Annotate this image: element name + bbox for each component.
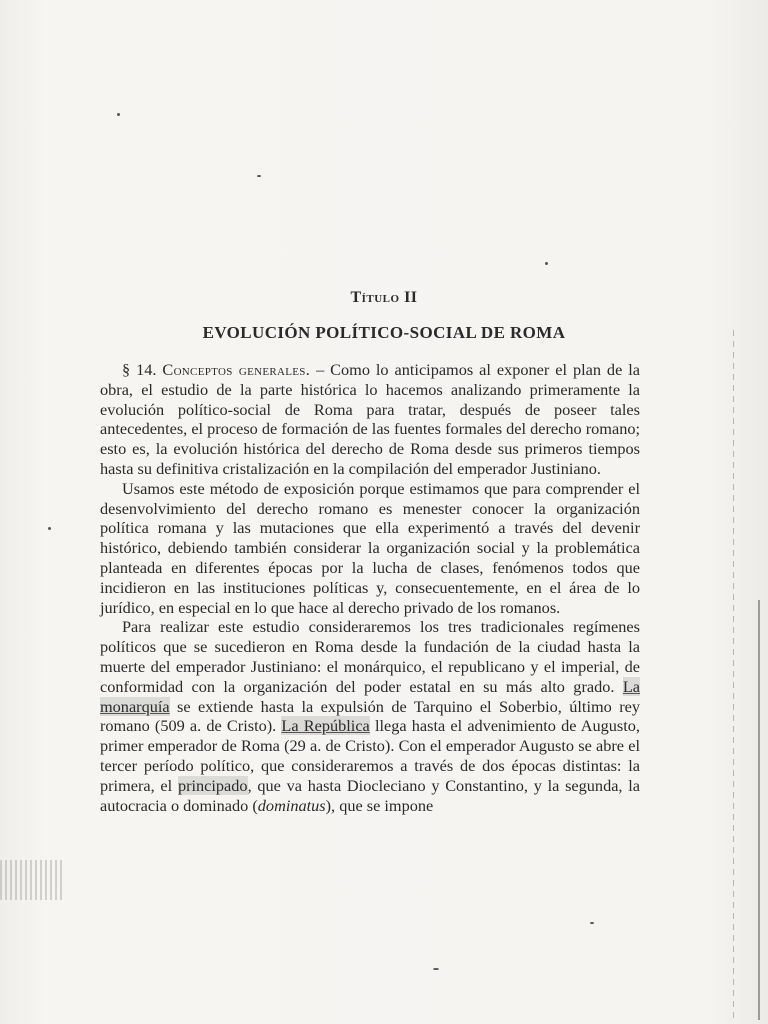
paragraph-3-part3: llega hasta el advenimiento de Augusto, primer emperador de Roma (29 a. de Cristo). Con el emperador Augusto se abre el tercer período político, que consideraremos a través de dos épocas distintas: la primera, el [100, 716, 640, 795]
scan-speck [433, 968, 439, 970]
paragraph-3 [100, 617, 640, 815]
chapter-label: Título II [350, 289, 418, 306]
scan-speck [48, 527, 51, 530]
paragraph-3-part2: se extiende hasta la expulsión de Tarquino el Soberbio, último rey romano (509 a. de Cristo). [100, 696, 640, 736]
chapter-title: EVOLUCIÓN POLÍTICO-SOCIAL DE ROMA [202, 323, 566, 342]
scan-edge-line [758, 600, 760, 1020]
paragraph-2: Usamos este método de exposición porque estimamos que para comprender el desenvolvimiento del derecho romano es menester conocer la organización política romana y las mutaciones que ella experimentó a través del devenir histórico, debiendo también considerar la organización social y la problemática planteada en diferentes épocas por la lucha de clases, fenómenos todos que incidieron en las instituciones políticas y, consecuentemente, en el área de lo jurídico, en especial en lo que hace al derecho privado de los romanos. [100, 478, 640, 617]
paragraph-3-part4: , que va hasta Diocleciano y Constantino, y la segunda, la autocracia o dominado ( [100, 775, 640, 815]
paragraph-3-part1: Para realizar este estudio consideraremos los tres tradicionales regímenes políticos que se sucedieron en Roma desde la fundación de la ciudad hasta la muerte del emperador Justiniano: el monárquico, el republicano y el imperial, de conformidad con la organización del poder estatal en su más alto grado. [100, 617, 640, 696]
section-heading: Conceptos generales. [162, 360, 311, 379]
term-dominatus: dominatus [257, 795, 326, 815]
scan-speck [257, 175, 261, 177]
scan-speck [545, 262, 548, 265]
paragraph-1 [100, 360, 640, 479]
scan-edge-shadow [733, 330, 734, 1020]
scan-speck [590, 922, 594, 924]
scan-speck [117, 113, 120, 116]
paragraph-3-part5: ), que se impone [325, 795, 434, 815]
paragraph-1-text: – Como lo anticipamos al exponer el plan de la obra, el estudio de la parte histórica lo hacemos analizando primeramente la evolución político-social de Roma para tratar, después de poseer tales antecedentes, el proceso de formación de las fuentes formales del derecho romano; esto es, la evolución histórica del derecho de Roma desde sus primeros tiempos hasta su definitiva cristalización en la compilación del emperador Justiniano. [100, 360, 641, 478]
body-text [100, 360, 640, 815]
scan-noise [0, 860, 62, 900]
highlight-republica: La República [281, 716, 370, 736]
section-number: § 14. [122, 360, 157, 379]
highlight-principado: principado [177, 775, 248, 795]
highlight-monarquia: La monarquía [100, 676, 640, 716]
